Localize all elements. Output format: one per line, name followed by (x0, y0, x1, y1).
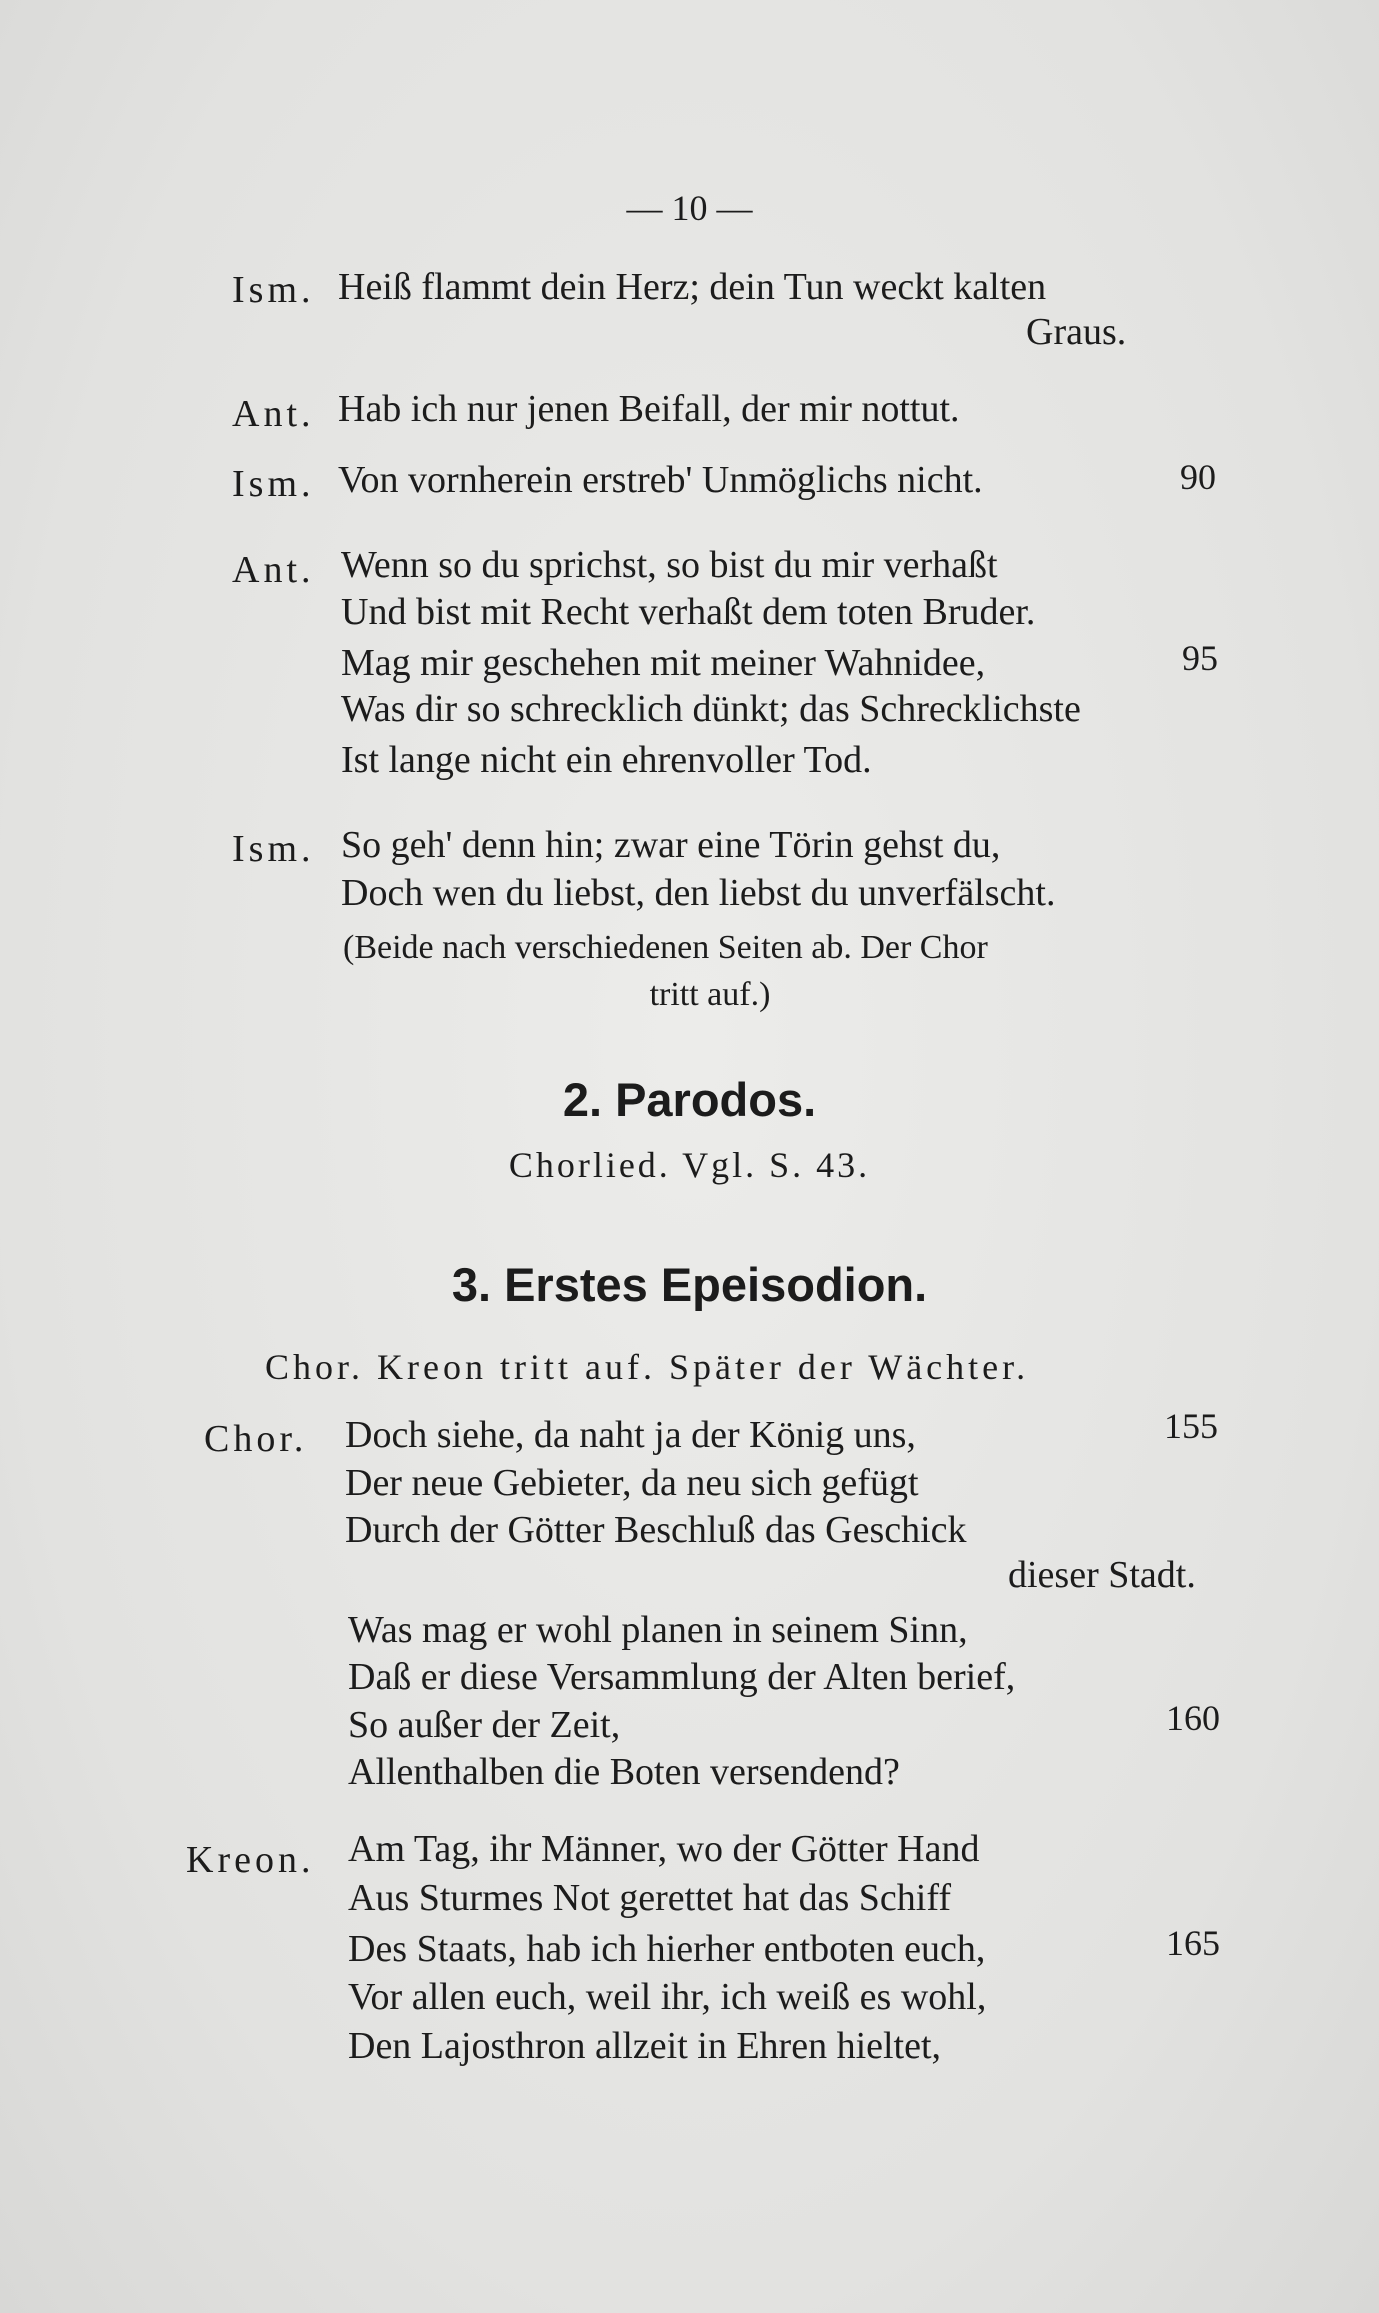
line-number: 165 (1166, 1923, 1220, 1963)
scene-direction: Chor. Kreon tritt auf. Später der Wächter. (265, 1347, 1030, 1387)
verse-line: Des Staats, hab ich hierher entboten euch, (348, 1928, 986, 1970)
section-heading: 2. Parodos. (562, 1073, 817, 1126)
verse-line: Den Lajosthron allzeit in Ehren hieltet, (348, 2025, 942, 2067)
verse-line-continuation: dieser Stadt. (1008, 1554, 1196, 1596)
verse-line: Doch wen du liebst, den liebst du unverfälscht. (341, 872, 1056, 914)
verse-line: Mag mir geschehen mit meiner Wahnidee, (341, 642, 986, 684)
page-number: — 10 — (626, 188, 753, 228)
verse-line: So geh' denn hin; zwar eine Törin gehst du, (341, 824, 1001, 866)
speaker-label: Chor. (204, 1418, 308, 1460)
verse-line: Am Tag, ihr Männer, wo der Götter Hand (348, 1828, 980, 1870)
verse-line: Ist lange nicht ein ehrenvoller Tod. (341, 739, 872, 781)
verse-line: Was dir so schrecklich dünkt; das Schrecklichste (341, 688, 1081, 730)
speaker-label: Ant. (232, 393, 315, 435)
verse-line: Durch der Götter Beschluß das Geschick (345, 1509, 967, 1551)
verse-line: Von vornherein erstreb' Unmöglichs nicht. (338, 459, 983, 501)
line-number: 155 (1164, 1406, 1218, 1446)
verse-line: Was mag er wohl planen in seinem Sinn, (348, 1609, 968, 1651)
verse-line: Aus Sturmes Not gerettet hat das Schiff (348, 1877, 951, 1919)
verse-line: Daß er diese Versammlung der Alten berief, (348, 1656, 1016, 1698)
verse-line: Hab ich nur jenen Beifall, der mir nottut. (338, 388, 960, 430)
verse-line: Wenn so du sprichst, so bist du mir verhaßt (341, 544, 998, 586)
speaker-label: Kreon. (186, 1839, 315, 1881)
section-subtitle: Chorlied. Vgl. S. 43. (508, 1145, 871, 1185)
speaker-label: Ism. (232, 828, 315, 870)
line-number: 160 (1166, 1698, 1220, 1738)
stage-direction: tritt auf.) (649, 976, 771, 1013)
verse-line: Vor allen euch, weil ihr, ich weiß es wohl, (348, 1976, 987, 2018)
verse-line: So außer der Zeit, (348, 1704, 621, 1746)
verse-line: Der neue Gebieter, da neu sich gefügt (345, 1462, 919, 1504)
section-heading: 3. Erstes Epeisodion. (451, 1258, 928, 1311)
speaker-label: Ism. (232, 463, 315, 505)
speaker-label: Ism. (232, 269, 315, 311)
verse-line: Und bist mit Recht verhaßt dem toten Bruder. (341, 591, 1036, 633)
verse-line: Heiß flammt dein Herz; dein Tun weckt kalten (338, 266, 1047, 308)
verse-line: Allenthalben die Boten versendend? (348, 1751, 900, 1793)
speaker-label: Ant. (232, 549, 315, 591)
line-number: 90 (1180, 457, 1216, 497)
stage-direction: (Beide nach verschiedenen Seiten ab. Der Chor (343, 929, 988, 966)
line-number: 95 (1182, 638, 1218, 678)
verse-line: Doch siehe, da naht ja der König uns, (345, 1414, 916, 1456)
verse-line-continuation: Graus. (1026, 311, 1127, 353)
